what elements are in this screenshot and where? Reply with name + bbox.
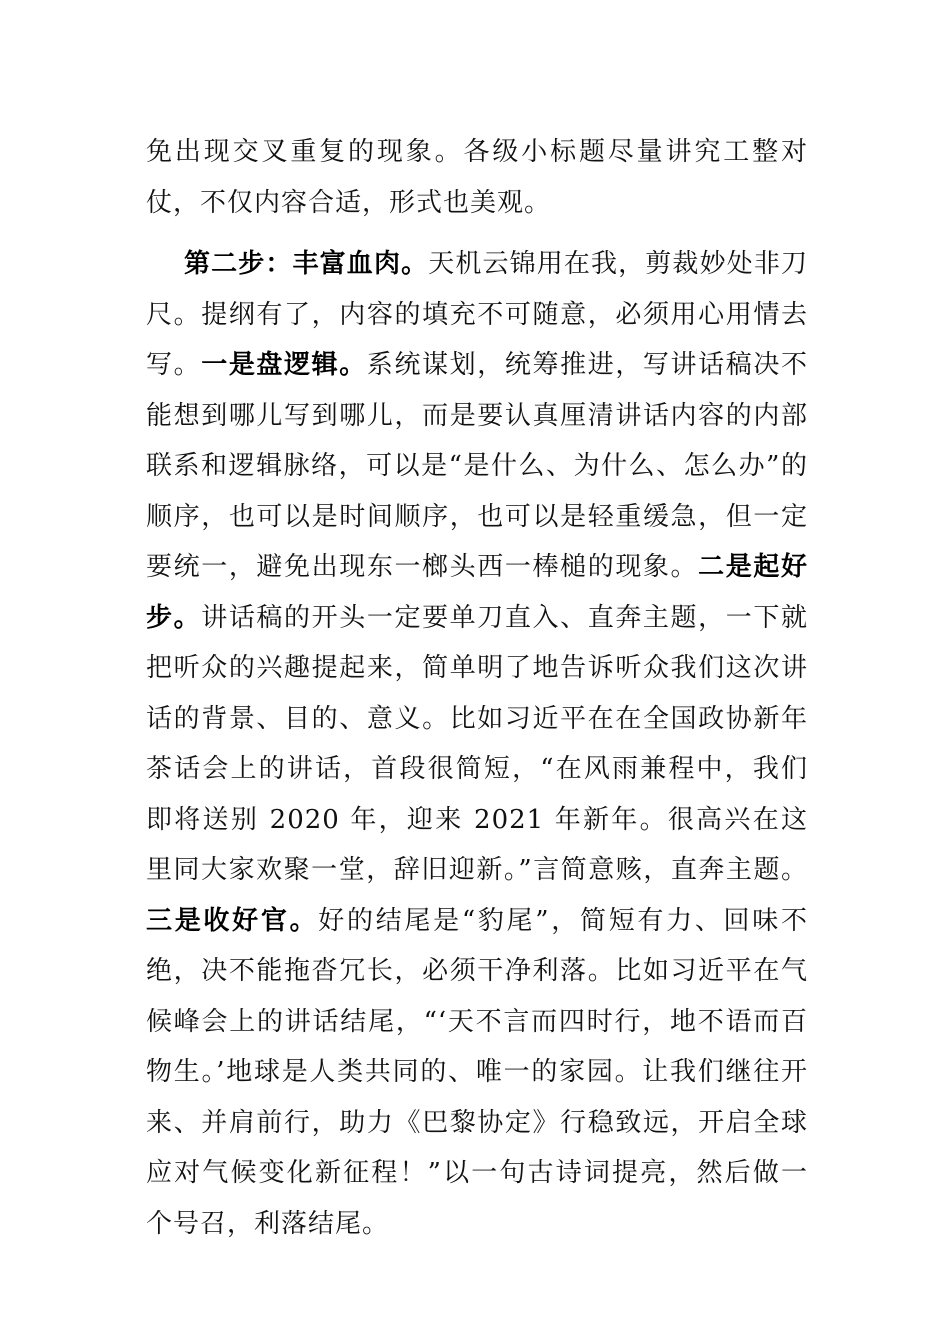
paragraph-continuation xyxy=(146,127,808,228)
point-heading-opening: 二是起好步。 xyxy=(146,552,808,633)
step-heading: 第二步：丰富血肉。 xyxy=(184,249,429,279)
paragraph-step-two xyxy=(146,239,808,1249)
point-heading-ending: 三是收好官。 xyxy=(146,905,319,936)
point-heading-logic: 一是盘逻辑。 xyxy=(201,350,367,380)
paragraph-text: 天机云锦用在我，剪裁妙处非刀尺。提纲有了，内容的填充不可随意，必须用心用情去写。 xyxy=(146,249,808,380)
paragraph-text: 免出现交叉重复的现象。各级小标题尽量讲究工整对仗，不仅内容合适，形式也美观。 xyxy=(146,137,808,218)
paragraph-text: 好的结尾是“豹尾”，简短有力、回味不绝，决不能拖沓冗长，必须干净利落。比如习近平在气候峰会上的讲话结尾，“‘天不言而四时行，地不语而百物生。’地球是人类共同的、唯一的家园。让我们继往开来、并肩前行，助力《巴黎协定》行稳致远，开启全球应对气候变化新征程！”以一句古诗词提亮，然后做一个号召，利落结尾。 xyxy=(146,905,808,1239)
paragraph-text: 讲话稿的开头一定要单刀直入、直奔主题，一下就把听众的兴趣提起来，简单明了地告诉听众我们这次讲话的背景、目的、意义。比如习近平在在全国政协新年茶话会上的讲话，首段很简短，“在风雨兼程中，我们即将送别 2020 年，迎来 2021 年新年。很高兴在这里同大家欢聚一堂，辞旧迎新。”言简意赅，直奔主题。 xyxy=(146,602,808,885)
paragraph-text: 系统谋划，统筹推进，写讲话稿决不能想到哪儿写到哪儿，而是要认真厘清讲话内容的内部联系和逻辑脉络，可以是“是什么、为什么、怎么办”的顺序，也可以是时间顺序，也可以是轻重缓急，但一定要统一，避免出现东一榔头西一棒槌的现象。 xyxy=(146,350,808,582)
